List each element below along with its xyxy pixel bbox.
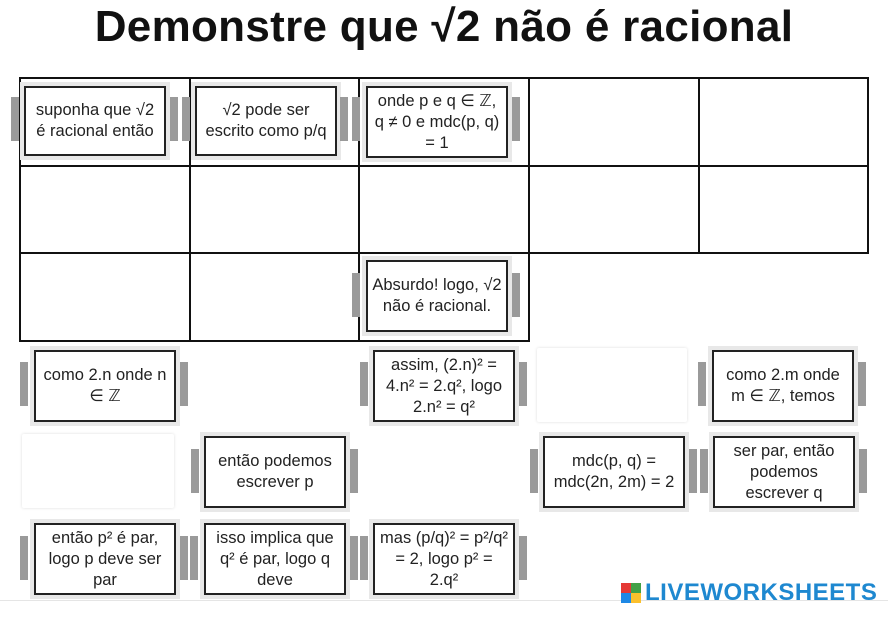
- card-text: ser par, então podemos escrever q: [733, 441, 835, 502]
- card-handle: [512, 273, 520, 317]
- card-handle: [519, 362, 527, 406]
- card-text: como 2.m onde m ∈ ℤ, temos: [726, 366, 840, 405]
- card-text: isso implica que q² é par, logo q deve: [216, 528, 334, 589]
- card-handle: [180, 536, 188, 580]
- card-handle: [191, 449, 199, 493]
- proof-card[interactable]: [195, 86, 337, 156]
- card-text: suponha que √2 é racional então: [35, 101, 155, 140]
- proof-card[interactable]: [712, 350, 854, 422]
- card-handle: [360, 536, 368, 580]
- page-title: Demonstre que √2 não é racional: [94, 2, 794, 51]
- card-handle: [350, 536, 358, 580]
- grid-cell[interactable]: [189, 252, 360, 342]
- proof-card[interactable]: [373, 350, 515, 422]
- card-text: então p² é par, logo p deve ser par: [48, 528, 162, 589]
- card-handle: [20, 536, 28, 580]
- logo-icon: [621, 583, 641, 603]
- card-handle: [519, 536, 527, 580]
- card-text: √2 pode ser escrito como p/q: [205, 101, 327, 140]
- card-text: assim, (2.n)² = 4.n² = 2.q², logo 2.n² = q²: [385, 355, 503, 416]
- card-text: então podemos escrever p: [218, 452, 332, 491]
- card-handle: [340, 97, 348, 141]
- grid-cell[interactable]: [698, 77, 869, 167]
- proof-card[interactable]: [373, 523, 515, 595]
- card-handle: [698, 362, 706, 406]
- grid-cell[interactable]: [698, 165, 869, 254]
- card-handle: [859, 449, 867, 493]
- card-text: Absurdo! logo, √2 não é racional.: [372, 276, 502, 315]
- logo-text: LIVEWORKSHEETS: [645, 579, 878, 606]
- card-handle: [858, 362, 866, 406]
- proof-card[interactable]: [24, 86, 166, 156]
- card-handle: [350, 449, 358, 493]
- card-text: mdc(p, q) = mdc(2n, 2m) = 2: [553, 452, 675, 491]
- grid-cell[interactable]: [358, 165, 530, 254]
- proof-card[interactable]: [543, 436, 685, 508]
- empty-slot[interactable]: [22, 434, 174, 508]
- proof-card[interactable]: [366, 86, 508, 158]
- card-handle: [180, 362, 188, 406]
- proof-card[interactable]: [713, 436, 855, 508]
- card-handle: [170, 97, 178, 141]
- grid-cell[interactable]: [19, 252, 191, 342]
- card-handle: [360, 362, 368, 406]
- grid-cell[interactable]: [528, 165, 700, 254]
- card-text: onde p e q ∈ ℤ, q ≠ 0 e mdc(p, q) = 1: [374, 91, 500, 152]
- grid-cell[interactable]: [528, 77, 700, 167]
- card-handle: [352, 273, 360, 317]
- proof-card[interactable]: [204, 523, 346, 595]
- card-text: como 2.n onde n ∈ ℤ: [43, 366, 167, 405]
- grid-cell[interactable]: [19, 165, 191, 254]
- card-handle: [352, 97, 360, 141]
- card-handle: [689, 449, 697, 493]
- card-text: mas (p/q)² = p²/q² = 2, logo p² = 2.q²: [380, 528, 508, 589]
- proof-card[interactable]: [204, 436, 346, 508]
- card-handle: [512, 97, 520, 141]
- card-handle: [700, 449, 708, 493]
- proof-card[interactable]: [34, 350, 176, 422]
- card-handle: [190, 536, 198, 580]
- card-handle: [530, 449, 538, 493]
- card-handle: [182, 97, 190, 141]
- empty-slot[interactable]: [537, 348, 687, 422]
- card-handle: [20, 362, 28, 406]
- card-handle: [11, 97, 19, 141]
- liveworksheets-logo[interactable]: [621, 580, 877, 606]
- grid-cell[interactable]: [189, 165, 360, 254]
- proof-card[interactable]: [366, 260, 508, 332]
- proof-card[interactable]: [34, 523, 176, 595]
